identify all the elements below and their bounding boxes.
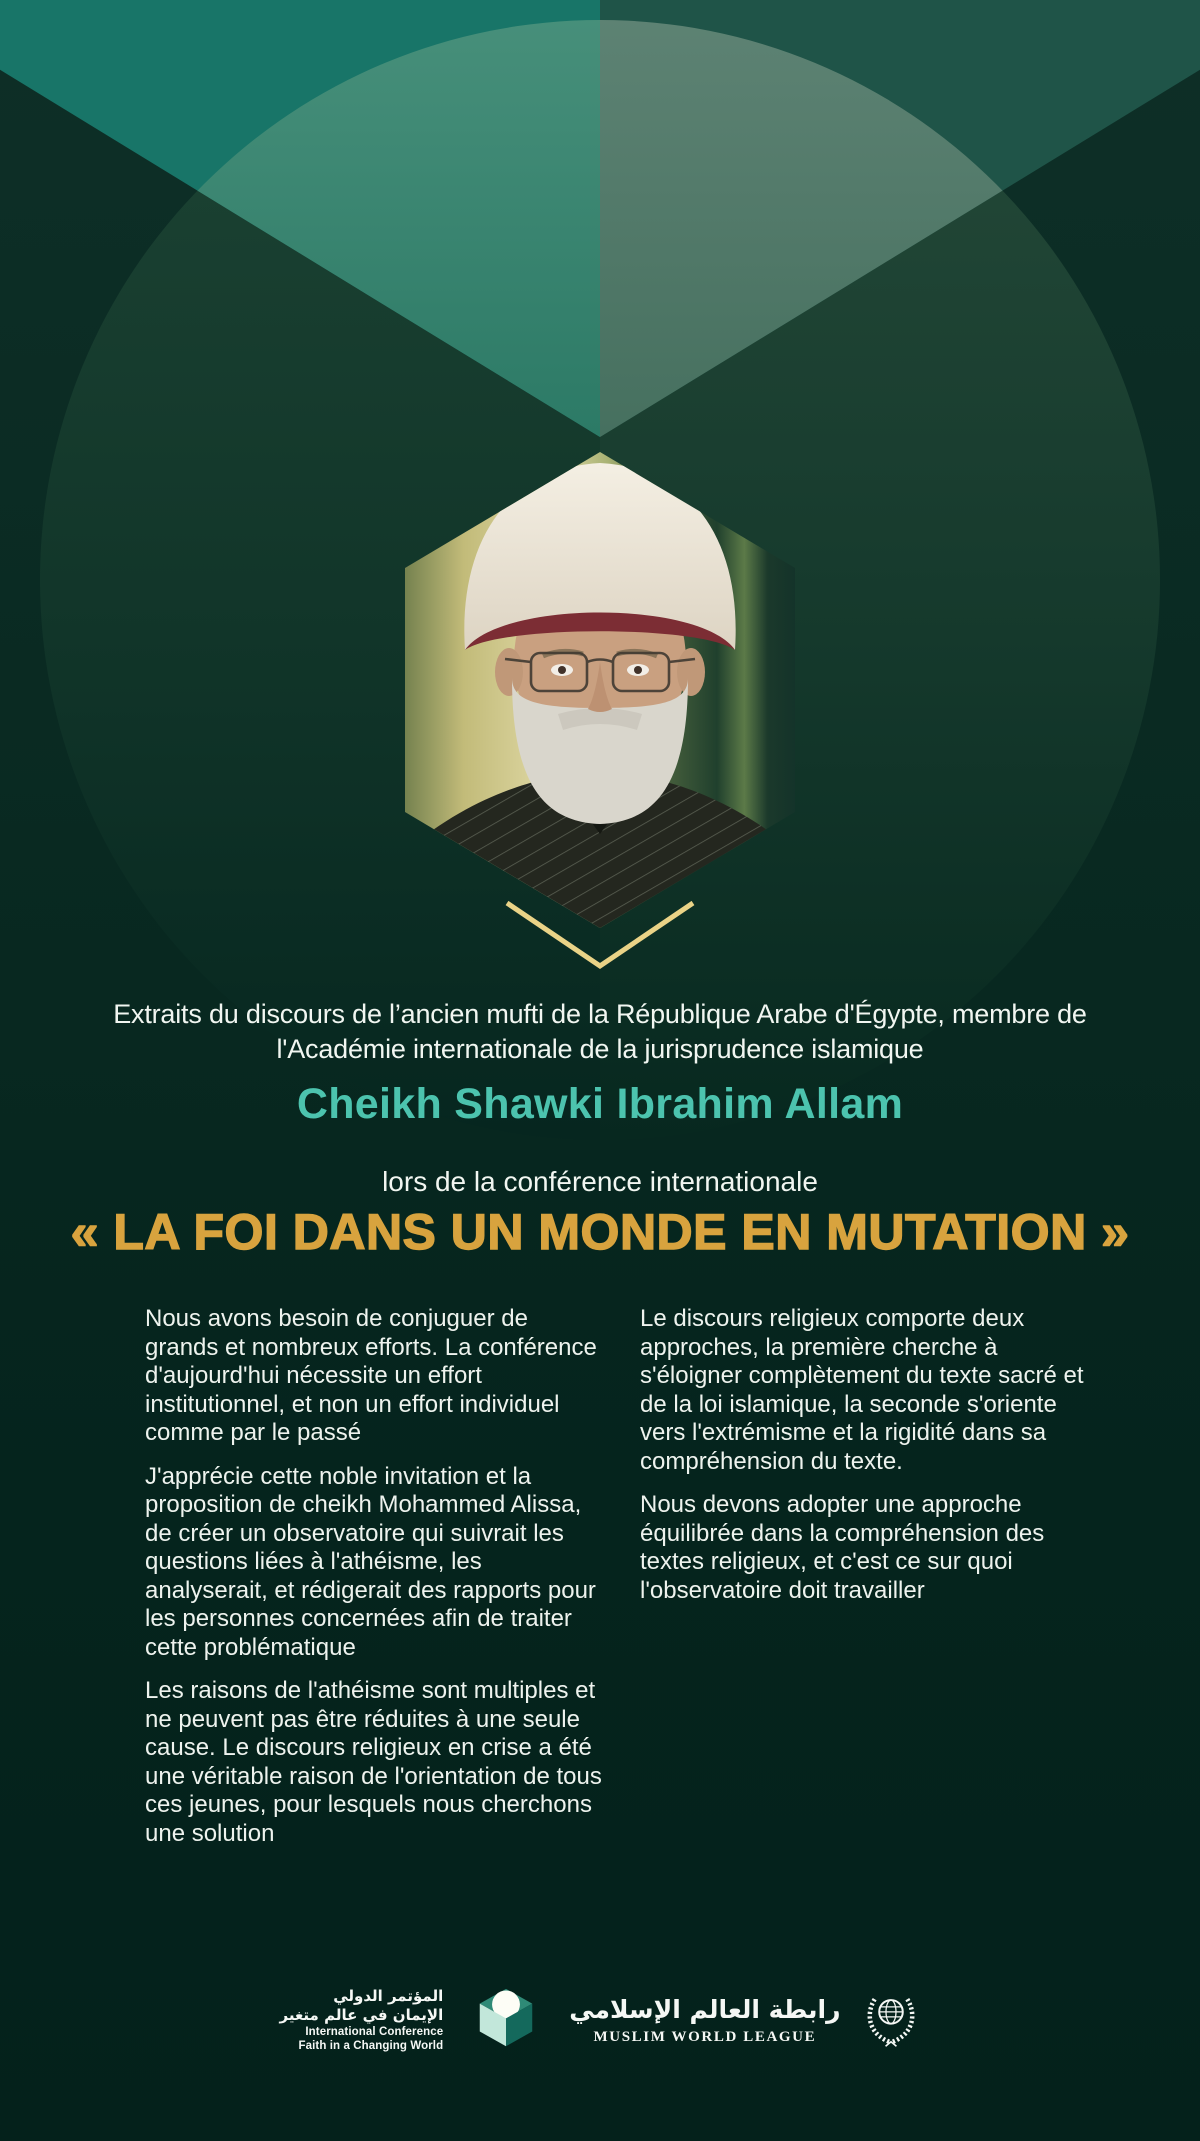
conference-logo-text (280, 1987, 444, 2054)
mwl-emblem-icon (862, 1988, 920, 2052)
intro-text (0, 997, 1200, 1067)
mwl-logo-text (569, 1994, 840, 2046)
mwl-logo-arabic: رابطة العالم الإسلامي (569, 1995, 841, 2024)
conference-title: « LA FOI DANS UN MONDE EN MUTATION » (70, 1204, 1130, 1260)
quote-paragraph: Nous devons adopter une approche équilibrée dans la compréhension des textes religieux, et c'est ce sur quoi l'observatoire doit travailler (640, 1491, 1045, 1604)
intro-line-2: l'Académie internationale de la jurisprudence islamique (276, 1034, 924, 1064)
conference-logo-arabic-line1: المؤتمر الدولي (333, 1986, 444, 2005)
conference-cube-logo-icon (465, 1979, 547, 2061)
conference-logo-arabic-line2: الإيمان في عالم متغير (279, 2005, 444, 2024)
quote-paragraph: Le discours religieux comporte deux approches, la première cherche à s'éloigner complètement du texte sacré et de la loi islamique, la seconde s'oriente vers l'extrémisme et la rigidité dans sa compréhension du texte. (640, 1305, 1084, 1475)
intro-line-1: Extraits du discours de l’ancien mufti de la République Arabe d'Égypte, membre de (113, 999, 1087, 1029)
conference-logo-latin-line2: Faith in a Changing World (298, 2040, 444, 2052)
footer-logos (0, 1972, 1200, 2068)
mwl-logo-latin: MUSLIM WORLD LEAGUE (593, 2029, 817, 2045)
quotes-left-column (145, 1305, 607, 1863)
quotes-right-column (640, 1305, 1100, 1620)
conference-logo-latin-line1: International Conference (305, 2025, 444, 2038)
quote-paragraph: Les raisons de l'athéisme sont multiples et ne peuvent pas être réduites à une seule cause. Le discours religieux en crise a été une véritable raison de l'orientation de tous ces jeunes, pour lesquels nous cherchons une solution (145, 1677, 602, 1847)
conference-context: lors de la conférence internationale (382, 1166, 818, 1197)
quote-paragraph: Nous avons besoin de conjuguer de grands et nombreux efforts. La conférence d'aujourd'hui nécessite un effort institutionnel, et non un effort individuel comme par le passé (145, 1305, 597, 1446)
speaker-name: Cheikh Shawki Ibrahim Allam (296, 1080, 904, 1128)
quote-paragraph: J'apprécie cette noble invitation et la proposition de cheikh Mohammed Alissa, de créer un observatoire qui suivrait les questions liées à l'athéisme, les analyserait, et rédigerait des rapports pour les personnes concernées afin de traiter cette problématique (145, 1462, 596, 1661)
